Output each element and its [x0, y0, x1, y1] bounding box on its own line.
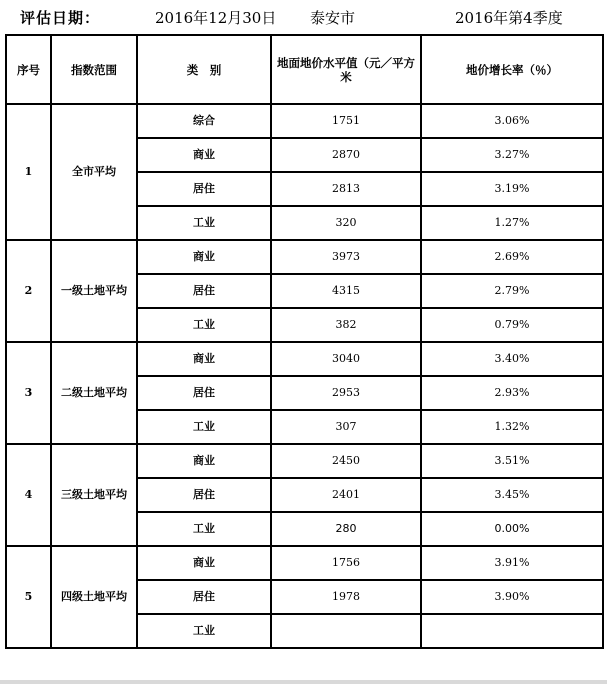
- category-cell: 商业: [137, 138, 271, 172]
- header-index: 序号: [6, 35, 51, 104]
- growth-cell: 3.40%: [421, 342, 603, 376]
- category-cell: 工业: [137, 512, 271, 546]
- growth-cell: 3.27%: [421, 138, 603, 172]
- evaluation-date-label: 评估日期：: [20, 9, 101, 27]
- table-row: [6, 240, 603, 274]
- group-range: 三级土地平均: [51, 444, 137, 546]
- group-index: 2: [6, 240, 51, 342]
- price-cell: 4315: [271, 274, 421, 308]
- group-range: 一级土地平均: [51, 240, 137, 342]
- growth-cell: 2.69%: [421, 240, 603, 274]
- price-cell: 1756: [271, 546, 421, 580]
- group-range: 四级土地平均: [51, 546, 137, 648]
- group-range: 二级土地平均: [51, 342, 137, 444]
- price-cell: 382: [271, 308, 421, 342]
- category-cell: 居住: [137, 580, 271, 614]
- growth-cell: 3.06%: [421, 104, 603, 138]
- price-cell: 1978: [271, 580, 421, 614]
- group-index: 1: [6, 104, 51, 240]
- land-price-table: [5, 34, 604, 649]
- growth-cell: 3.51%: [421, 444, 603, 478]
- category-cell: 居住: [137, 376, 271, 410]
- evaluation-date: 2016年12月30日: [155, 9, 277, 27]
- price-cell: 307: [271, 410, 421, 444]
- price-cell: 2953: [271, 376, 421, 410]
- growth-cell: 3.45%: [421, 478, 603, 512]
- category-cell: 商业: [137, 342, 271, 376]
- header-range: 指数范围: [51, 35, 137, 104]
- table-row: [6, 546, 603, 580]
- growth-cell: 2.93%: [421, 376, 603, 410]
- header-category: 类 别: [137, 35, 271, 104]
- category-cell: 居住: [137, 274, 271, 308]
- table-row: [6, 342, 603, 376]
- category-cell: 综合: [137, 104, 271, 138]
- growth-cell: 3.91%: [421, 546, 603, 580]
- growth-cell: 2.79%: [421, 274, 603, 308]
- category-cell: 工业: [137, 614, 271, 648]
- header-growth: 地价增长率（％）: [421, 35, 603, 104]
- price-cell: 2813: [271, 172, 421, 206]
- report-header: [0, 0, 607, 34]
- price-cell: 2401: [271, 478, 421, 512]
- growth-cell: 1.27%: [421, 206, 603, 240]
- growth-cell: 0.79%: [421, 308, 603, 342]
- price-cell: 2450: [271, 444, 421, 478]
- growth-cell: 1.32%: [421, 410, 603, 444]
- price-cell: 3973: [271, 240, 421, 274]
- category-cell: 居住: [137, 172, 271, 206]
- table-row: [6, 444, 603, 478]
- group-index: 4: [6, 444, 51, 546]
- growth-cell: 3.19%: [421, 172, 603, 206]
- group-index: 3: [6, 342, 51, 444]
- bottom-divider: [0, 680, 607, 684]
- category-cell: 居住: [137, 478, 271, 512]
- category-cell: 工业: [137, 308, 271, 342]
- group-range: 全市平均: [51, 104, 137, 240]
- price-cell: 2870: [271, 138, 421, 172]
- price-cell: 1751: [271, 104, 421, 138]
- category-cell: 工业: [137, 410, 271, 444]
- table-header-row: [6, 35, 603, 104]
- price-cell: [271, 614, 421, 648]
- price-cell: 3040: [271, 342, 421, 376]
- city-name: 泰安市: [310, 9, 356, 27]
- growth-cell: 3.90%: [421, 580, 603, 614]
- table-row: [6, 104, 603, 138]
- quarter-label: 2016年第4季度: [455, 9, 563, 27]
- category-cell: 工业: [137, 206, 271, 240]
- price-cell: 320: [271, 206, 421, 240]
- category-cell: 商业: [137, 444, 271, 478]
- growth-cell: 0.00%: [421, 512, 603, 546]
- category-cell: 商业: [137, 240, 271, 274]
- group-index: 5: [6, 546, 51, 648]
- header-land-price: 地面地价水平值（元／平方米: [271, 35, 421, 104]
- price-cell: 280: [271, 512, 421, 546]
- category-cell: 商业: [137, 546, 271, 580]
- growth-cell: [421, 614, 603, 648]
